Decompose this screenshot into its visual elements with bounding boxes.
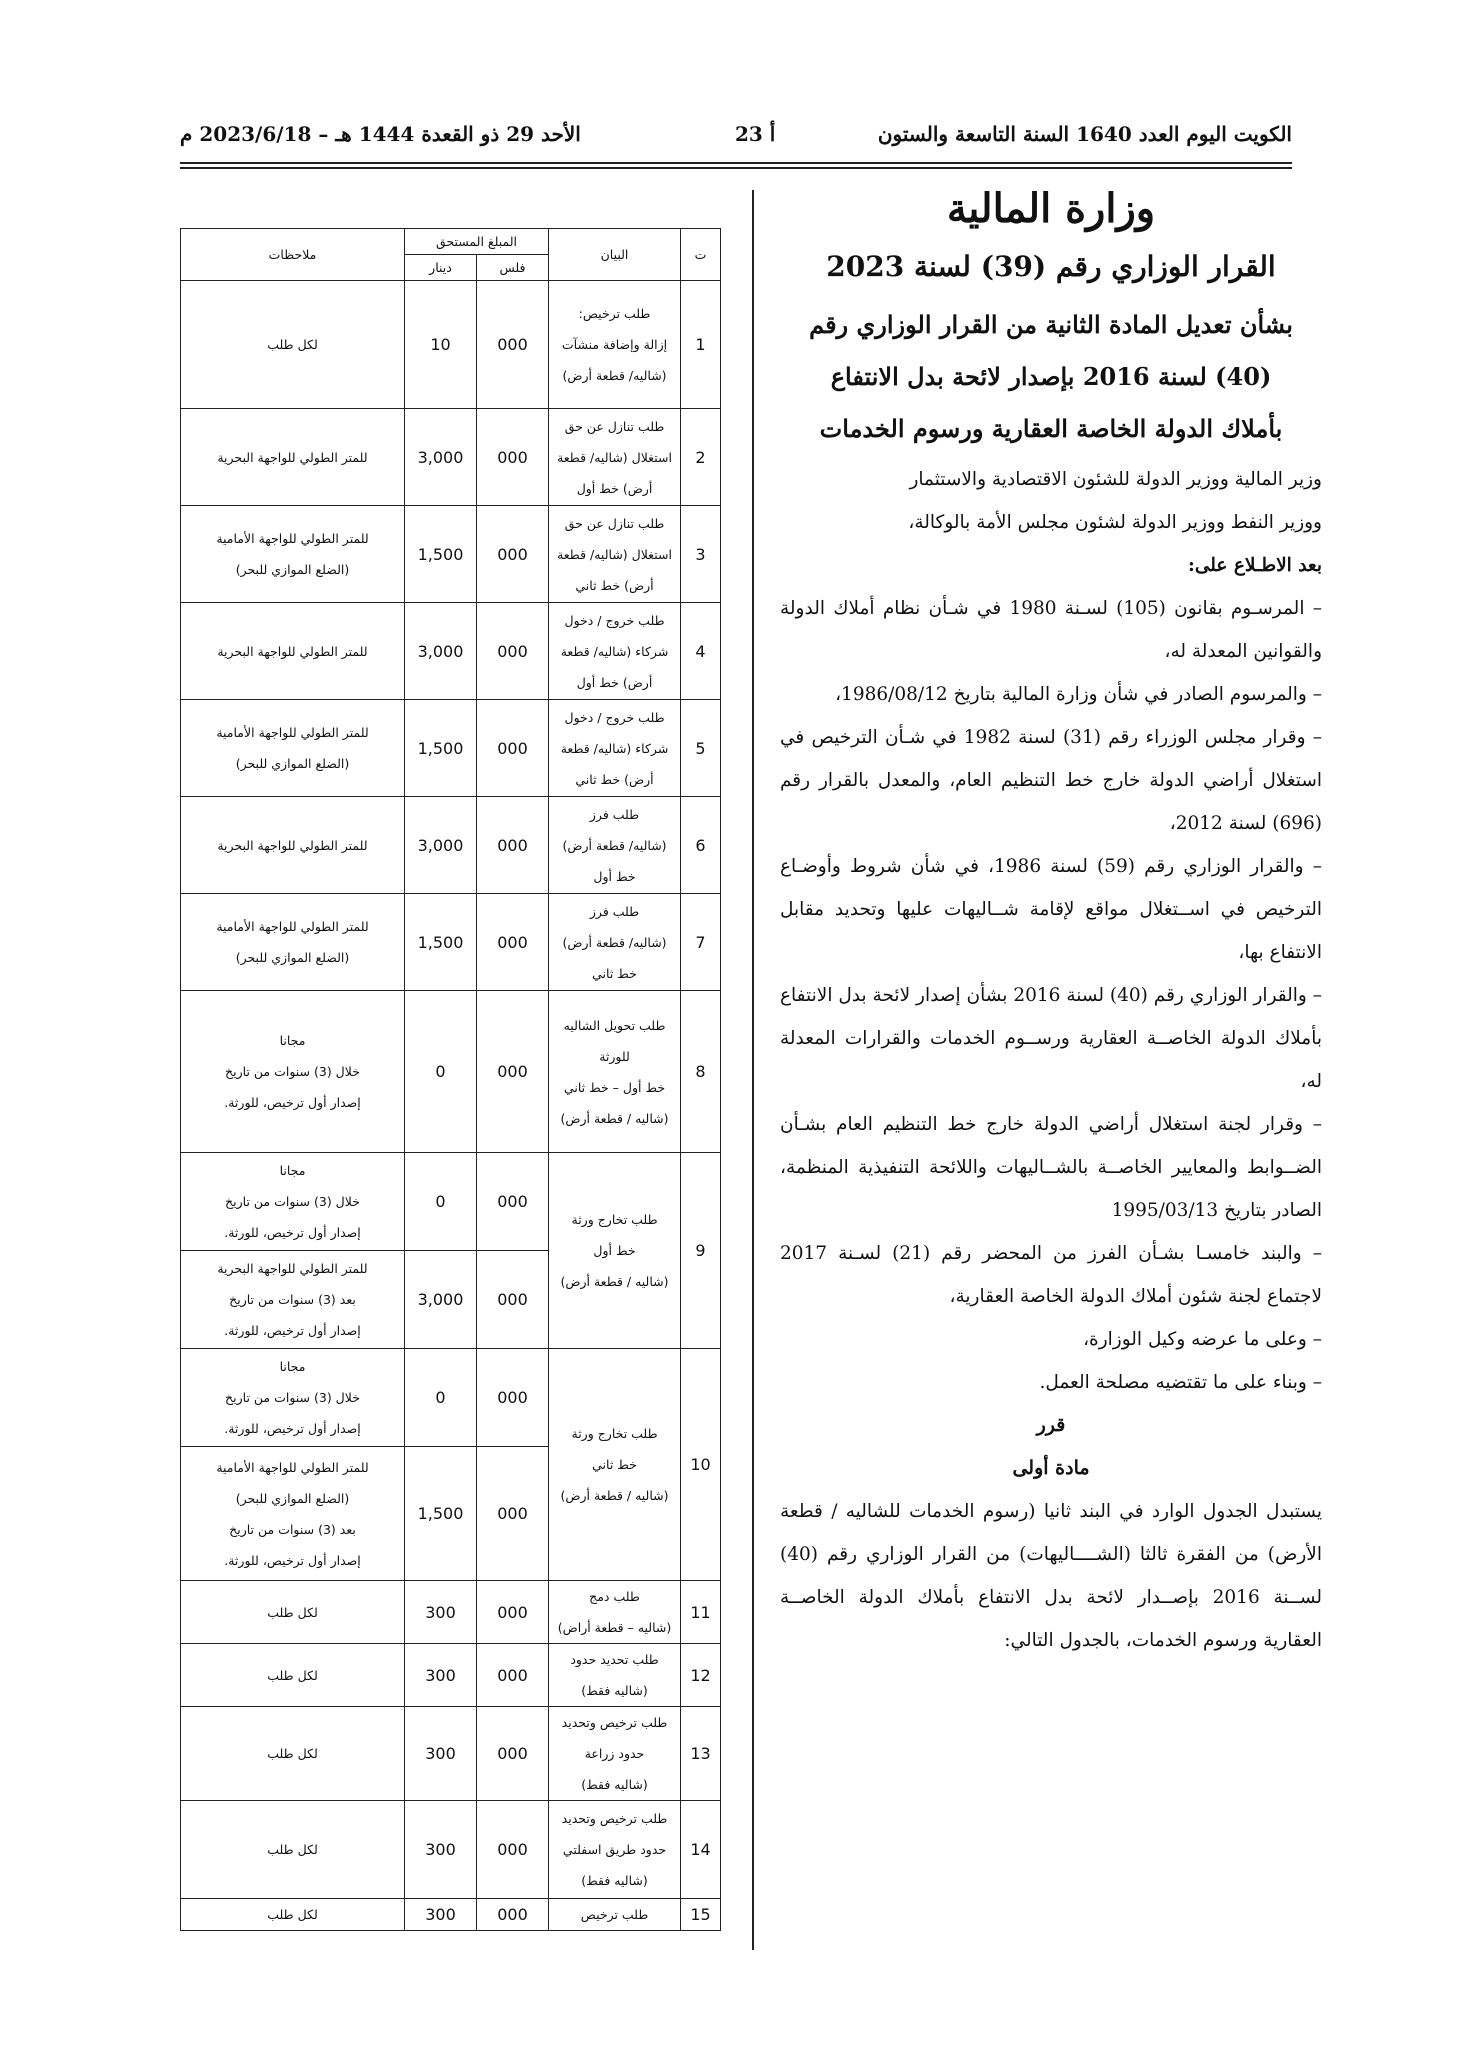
decree-subject-line: بشأن تعديل المادة الثانية من القرار الوزاري رقم xyxy=(809,310,1293,339)
amount-fils: 000 xyxy=(477,797,549,894)
table-row xyxy=(181,603,721,700)
row-number: 7 xyxy=(681,894,721,991)
header-rule-double xyxy=(180,167,1292,169)
amount-dinar: 3,000 xyxy=(405,1251,477,1349)
amount-dinar: 300 xyxy=(405,1899,477,1931)
row-description: طلب تخارج ورثة خط أول (شاليه / قطعة أرض) xyxy=(549,1153,681,1349)
row-number: 5 xyxy=(681,700,721,797)
table-row xyxy=(181,1644,721,1707)
amount-dinar: 1,500 xyxy=(405,700,477,797)
decree-subject-line: (40) لسنة 2016 بإصدار لائحة بدل الانتفاع xyxy=(830,362,1272,391)
amount-dinar: 1,500 xyxy=(405,1447,477,1581)
header-dinar: دينار xyxy=(405,255,477,281)
row-notes: مجانا خلال (3) سنوات من تاريخ إصدار أول ترخيص، للورثة. xyxy=(181,991,405,1153)
amount-dinar: 300 xyxy=(405,1581,477,1644)
row-number: 4 xyxy=(681,603,721,700)
amount-dinar: 0 xyxy=(405,1349,477,1447)
table-row xyxy=(181,797,721,894)
row-description: طلب فرز (شاليه/ قطعة أرض) خط ثاني xyxy=(549,894,681,991)
row-description: طلب تحديد حدود (شاليه فقط) xyxy=(549,1644,681,1707)
table-row xyxy=(181,409,721,506)
amount-fils: 000 xyxy=(477,281,549,409)
row-description: طلب تخارج ورثة خط ثاني (شاليه / قطعة أرض) xyxy=(549,1349,681,1581)
amount-fils: 000 xyxy=(477,1581,549,1644)
table-row xyxy=(181,1581,721,1644)
amount-dinar: 3,000 xyxy=(405,409,477,506)
row-number: 3 xyxy=(681,506,721,603)
row-notes: للمتر الطولي للواجهة الأمامية (الضلع الموازي للبحر) xyxy=(181,700,405,797)
amount-fils: 000 xyxy=(477,894,549,991)
preamble-line: ووزير النفط ووزير الدولة لشئون مجلس الأمة بالوكالة، xyxy=(908,512,1322,533)
row-notes: لكل طلب xyxy=(181,1707,405,1801)
amount-dinar: 0 xyxy=(405,991,477,1153)
table-row xyxy=(181,1349,721,1447)
amount-dinar: 300 xyxy=(405,1801,477,1899)
table-row xyxy=(181,1707,721,1801)
amount-fils: 000 xyxy=(477,1251,549,1349)
amount-dinar: 1,500 xyxy=(405,894,477,991)
row-description: طلب خروج / دخول شركاء (شاليه/ قطعة أرض) خط ثاني xyxy=(549,700,681,797)
clause: – والبند خامسـا بشـأن الفرز من المحضر رقم (21) لسـنة 2017 لاجتماع لجنة شئون أملاك الدولة الخاصة العقارية، xyxy=(780,1243,1322,1307)
header-rule xyxy=(180,162,1292,164)
row-description: طلب تحويل الشاليه للورثة خط أول – خط ثاني (شاليه / قطعة أرض) xyxy=(549,991,681,1153)
clause: – والقرار الوزاري رقم (59) لسنة 1986، في شأن شروط وأوضـاع الترخيص في اســتغلال مواقع لإقامة شــاليهات عليها وتحديد مقابل الانتفاع بها، xyxy=(780,856,1322,963)
clause: – وعلى ما عرضه وكيل الوزارة، xyxy=(1083,1329,1322,1350)
table-row xyxy=(181,1153,721,1251)
table-row xyxy=(181,700,721,797)
decided-heading: قرر xyxy=(1036,1414,1066,1436)
row-number: 13 xyxy=(681,1707,721,1801)
row-number: 6 xyxy=(681,797,721,894)
row-number: 8 xyxy=(681,991,721,1153)
row-notes: لكل طلب xyxy=(181,1899,405,1931)
page-header xyxy=(180,122,1292,162)
amount-fils: 000 xyxy=(477,1899,549,1931)
amount-fils: 000 xyxy=(477,409,549,506)
row-description: طلب ترخيص xyxy=(549,1899,681,1931)
row-notes: لكل طلب xyxy=(181,281,405,409)
clause: – والمرسوم الصادر في شأن وزارة المالية بتاريخ 1986/08/12، xyxy=(835,684,1322,705)
row-notes: لكل طلب xyxy=(181,1644,405,1707)
row-notes: مجانا خلال (3) سنوات من تاريخ إصدار أول ترخيص، للورثة. xyxy=(181,1349,405,1447)
decree-subject-line: بأملاك الدولة الخاصة العقارية ورسوم الخدمات xyxy=(819,414,1283,443)
amount-dinar: 10 xyxy=(405,281,477,409)
amount-fils: 000 xyxy=(477,991,549,1153)
table-row xyxy=(181,506,721,603)
amount-dinar: 3,000 xyxy=(405,797,477,894)
clause: – والقرار الوزاري رقم (40) لسنة 2016 بشأن إصدار لائحة بدل الانتفاع بأملاك الدولة الخاصــة العقارية ورســوم الخدمات والقرارات المعدلة له، xyxy=(780,985,1322,1092)
decree-text-column xyxy=(780,185,1322,1662)
row-notes: للمتر الطولي للواجهة البحرية بعد (3) سنوات من تاريخ إصدار أول ترخيص، للورثة. xyxy=(181,1251,405,1349)
amount-fils: 000 xyxy=(477,1349,549,1447)
amount-fils: 000 xyxy=(477,700,549,797)
amount-dinar: 300 xyxy=(405,1644,477,1707)
row-description: طلب ترخيص وتحديد حدود طريق اسفلتي (شاليه فقط) xyxy=(549,1801,681,1899)
header-amount: المبلغ المستحق xyxy=(405,229,549,255)
issue-date: الأحد 29 ذو القعدة 1444 هـ – 2023/6/18 م xyxy=(180,122,581,146)
row-description: طلب تنازل عن حق استغلال (شاليه/ قطعة أرض) خط ثاني xyxy=(549,506,681,603)
header-desc: البيان xyxy=(549,229,681,281)
row-description: طلب دمج (شاليه – قطعة أراض) xyxy=(549,1581,681,1644)
row-notes: مجانا خلال (3) سنوات من تاريخ إصدار أول ترخيص، للورثة. xyxy=(181,1153,405,1251)
clause: – وقرار لجنة استغلال أراضي الدولة خارج خط التنظيم العام بشـأن الضــوابط والمعايير الخاصــة بالشــاليهات واللائحة التنفيذية المنظمة، الصادر بتاريخ 1995/03/13 xyxy=(780,1114,1322,1221)
amount-fils: 000 xyxy=(477,1447,549,1581)
amount-dinar: 3,000 xyxy=(405,603,477,700)
row-number: 2 xyxy=(681,409,721,506)
table-row xyxy=(181,894,721,991)
column-divider xyxy=(752,190,754,1950)
gazette-issue: الكويت اليوم العدد 1640 السنة التاسعة والستون xyxy=(877,122,1292,146)
row-number: 14 xyxy=(681,1801,721,1899)
clause: – المرسـوم بقانون (105) لسـنة 1980 في شـأن نظام أملاك الدولة والقوانين المعدلة له، xyxy=(780,598,1322,662)
amount-fils: 000 xyxy=(477,1707,549,1801)
amount-fils: 000 xyxy=(477,603,549,700)
amount-fils: 000 xyxy=(477,1801,549,1899)
row-number: 15 xyxy=(681,1899,721,1931)
row-description: طلب تنازل عن حق استغلال (شاليه/ قطعة أرض) خط أول xyxy=(549,409,681,506)
clause: – وقرار مجلس الوزراء رقم (31) لسنة 1982 في شـأن الترخيص في استغلال أراضي الدولة خارج خط التنظيم العام، والمعدل بالقرار رقم (696) لسنة 2012، xyxy=(780,727,1323,834)
preamble-line: بعد الاطـلاع على: xyxy=(1188,555,1322,576)
table-row xyxy=(181,991,721,1153)
table-row xyxy=(181,1801,721,1899)
table-row xyxy=(181,1899,721,1931)
header-notes: ملاحظات xyxy=(181,229,405,281)
row-description: طلب ترخيص: إزالة وإضافة منشآت (شاليه/ قطعة أرض) xyxy=(549,281,681,409)
decree-title: القرار الوزاري رقم (39) لسنة 2023 xyxy=(826,250,1276,283)
amount-fils: 000 xyxy=(477,1644,549,1707)
amount-dinar: 1,500 xyxy=(405,506,477,603)
article-title: مادة أولى xyxy=(1012,1457,1090,1479)
row-notes: لكل طلب xyxy=(181,1581,405,1644)
row-notes: للمتر الطولي للواجهة الأمامية (الضلع الموازي للبحر) xyxy=(181,506,405,603)
row-description: طلب فرز (شاليه/ قطعة أرض) خط أول xyxy=(549,797,681,894)
ministry-title: وزارة المالية xyxy=(946,185,1156,232)
row-notes: للمتر الطولي للواجهة الأمامية (الضلع الموازي للبحر) xyxy=(181,894,405,991)
article-text: يستبدل الجدول الوارد في البند ثانيا (رسوم الخدمات للشاليه / قطعة الأرض) من الفقرة ثالثا (الشــــاليهات) من القرار الوزاري رقم (40) لســنة 2016 بإصــدار لائحة بدل الانتفاع بأملاك الدولة الخاصــة العقارية ورسوم الخدمات، بالجدول التالي: xyxy=(780,1501,1322,1651)
amount-dinar: 0 xyxy=(405,1153,477,1251)
preamble-line: وزير المالية ووزير الدولة للشئون الاقتصادية والاستثمار xyxy=(909,469,1322,490)
amount-fils: 000 xyxy=(477,1153,549,1251)
amount-dinar: 300 xyxy=(405,1707,477,1801)
row-notes: للمتر الطولي للواجهة البحرية xyxy=(181,409,405,506)
service-fees-table xyxy=(180,228,721,1931)
row-notes: لكل طلب xyxy=(181,1801,405,1899)
row-notes: للمتر الطولي للواجهة الأمامية (الضلع الموازي للبحر) بعد (3) سنوات من تاريخ إصدار أول ترخيص، للورثة. xyxy=(181,1447,405,1581)
header-fils: فلس xyxy=(477,255,549,281)
row-number: 1 xyxy=(681,281,721,409)
amount-fils: 000 xyxy=(477,506,549,603)
row-notes: للمتر الطولي للواجهة البحرية xyxy=(181,797,405,894)
header-num: ت xyxy=(681,229,721,281)
clause: – وبناء على ما تقتضيه مصلحة العمل. xyxy=(1039,1372,1322,1393)
page-number: أ 23 xyxy=(735,122,776,146)
row-notes: للمتر الطولي للواجهة البحرية xyxy=(181,603,405,700)
row-number: 12 xyxy=(681,1644,721,1707)
row-number: 11 xyxy=(681,1581,721,1644)
row-number: 10 xyxy=(681,1349,721,1581)
row-description: طلب ترخيص وتحديد حدود زراعة (شاليه فقط) xyxy=(549,1707,681,1801)
row-description: طلب خروج / دخول شركاء (شاليه/ قطعة أرض) خط أول xyxy=(549,603,681,700)
table-row xyxy=(181,281,721,409)
row-number: 9 xyxy=(681,1153,721,1349)
